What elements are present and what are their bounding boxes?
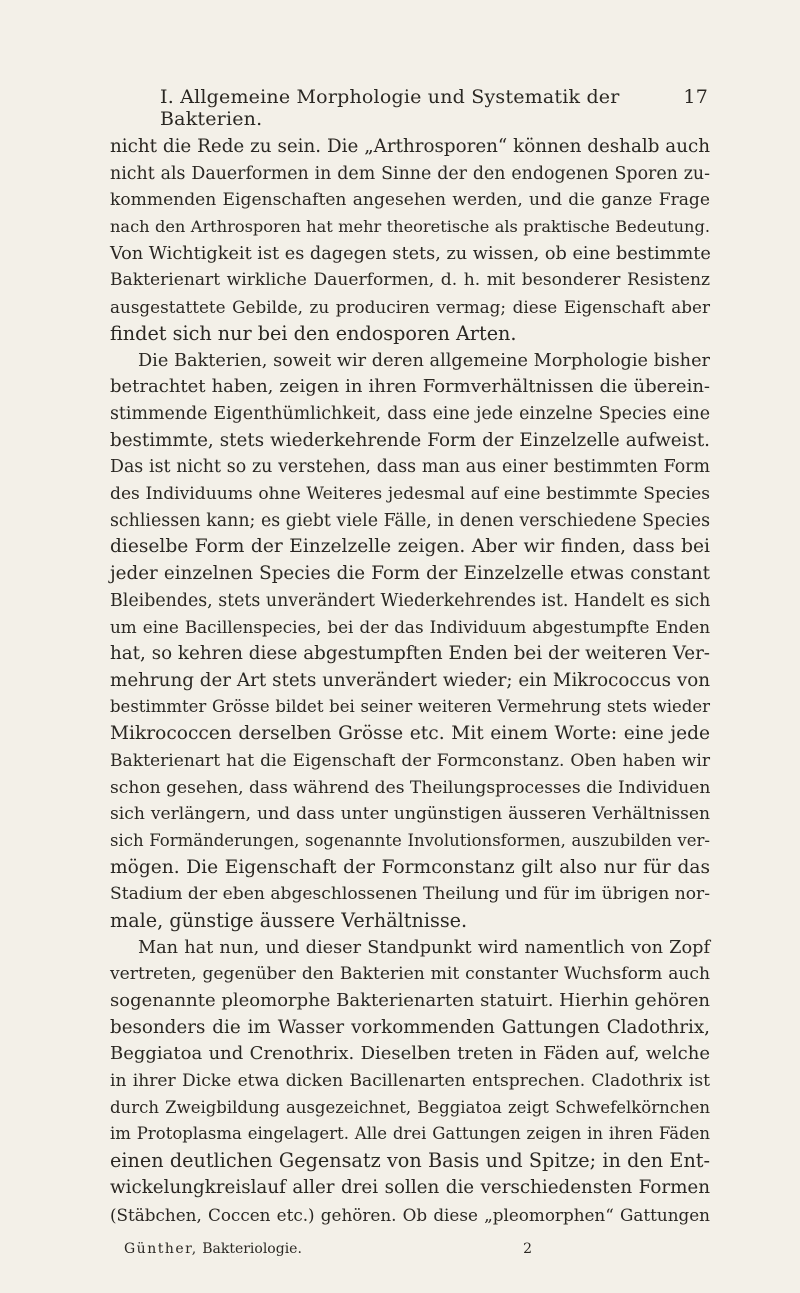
text-line: schliessen kann; es giebt viele Fälle, in denen verschiedene Species (110, 510, 710, 531)
text-line: wickelungkreislauf aller drei sollen die verschiedensten Formen (110, 1176, 710, 1198)
text-line: male, günstige äussere Verhältnisse. (110, 908, 468, 932)
text-line: um eine Bacillenspecies, bei der das Individuum abgestumpfte Enden (110, 617, 710, 638)
text-line: Stadium der eben abgeschlossenen Theilung und für im übrigen nor- (110, 884, 710, 905)
text-line: in ihrer Dicke etwa dicken Bacillenarten entsprechen. Cladothrix ist (110, 1071, 710, 1092)
text-line: Das ist nicht so zu verstehen, dass man aus einer bestimmten Form (110, 457, 710, 478)
text-line: hat, so kehren diese abgestumpften Enden bei der weiteren Ver- (110, 643, 710, 665)
text-line: stimmende Eigenthümlichkeit, dass eine jede einzelne Species eine (110, 403, 710, 424)
body-text (110, 134, 710, 1228)
text-line: sich verlängern, und dass unter ungünstigen äusseren Verhältnissen (110, 804, 710, 825)
text-line: Bleibendes, stets unverändert Wiederkehrendes ist. Handelt es sich (110, 590, 711, 611)
text-line: Von Wichtigkeit ist es dagegen stets, zu wissen, ob eine bestimmte (110, 243, 711, 264)
text-line: ausgestattete Gebilde, zu produciren vermag; diese Eigenschaft aber (110, 297, 710, 318)
footer-citation (124, 1241, 302, 1257)
text-line: vertreten, gegenüber den Bakterien mit constanter Wuchsform auch (110, 964, 710, 985)
signature-mark: 2 (523, 1241, 532, 1257)
footer (124, 1241, 700, 1257)
text-line: durch Zweigbildung ausgezeichnet, Beggiatoa zeigt Schwefelkörnchen (110, 1097, 710, 1117)
page-number: 17 (683, 86, 708, 108)
text-line: Bakterienart hat die Eigenschaft der Formconstanz. Oben haben wir (110, 750, 710, 771)
footer-book: Bakteriologie. (202, 1241, 302, 1257)
text-line: findet sich nur bei den endosporen Arten. (110, 321, 517, 345)
text-line: bestimmte, stets wiederkehrende Form der Einzelzelle aufweist. (110, 429, 710, 451)
text-line: bestimmter Grösse bildet bei seiner weiteren Vermehrung stets wieder (110, 697, 710, 717)
text-line: schon gesehen, dass während des Theilungsprocesses die Individuen (110, 777, 711, 798)
text-line: Die Bakterien, soweit wir deren allgemeine Morphologie bisher (138, 350, 710, 371)
text-line: Beggiatoa und Crenothrix. Dieselben treten in Fäden auf, welche (110, 1043, 710, 1065)
text-line: nach den Arthrosporen hat mehr theoretische als praktische Bedeutung. (110, 217, 710, 237)
header-title: I. Allgemeine Morphologie und Systematik der Bakterien. (160, 86, 620, 130)
text-line: mögen. Die Eigenschaft der Formconstanz gilt also nur für das (110, 856, 710, 878)
running-head (160, 86, 708, 130)
text-line: nicht als Dauerformen in dem Sinne der den endogenen Sporen zu- (110, 163, 710, 184)
text-line: Mikrococcen derselben Grösse etc. Mit einem Worte: eine jede (110, 723, 710, 745)
text-line: sich Formänderungen, sogenannte Involutionsformen, auszubilden ver- (110, 830, 710, 850)
text-line: dieselbe Form der Einzelzelle zeigen. Aber wir finden, dass bei (110, 536, 710, 558)
text-line: einen deutlichen Gegensatz von Basis und Spitze; in den Ent- (110, 1149, 710, 1173)
text-line: sogenannte pleomorphe Bakterienarten statuirt. Hierhin gehören (110, 990, 710, 1011)
text-line: mehrung der Art stets unverändert wieder; ein Mikrococcus von (110, 669, 710, 691)
text-line: des Individuums ohne Weiteres jedesmal auf eine bestimmte Species (110, 483, 710, 504)
text-line: im Protoplasma eingelagert. Alle drei Gattungen zeigen in ihren Fäden (110, 1124, 710, 1144)
text-line: nicht die Rede zu sein. Die „Arthrosporen“ können deshalb auch (110, 136, 710, 157)
text-line: (Stäbchen, Coccen etc.) gehören. Ob diese „pleomorphen“ Gattungen (110, 1204, 710, 1225)
text-line: kommenden Eigenschaften angesehen werden, und die ganze Frage (110, 190, 710, 211)
text-line: Bakterienart wirkliche Dauerformen, d. h. mit besonderer Resistenz (110, 270, 710, 291)
text-line: jeder einzelnen Species die Form der Einzelzelle etwas constant (110, 563, 710, 584)
text-line: Man hat nun, und dieser Standpunkt wird namentlich von Zopf (138, 937, 710, 958)
footer-author: Günther, (124, 1241, 198, 1257)
text-line: besonders die im Wasser vorkommenden Gattungen Cladothrix, (110, 1016, 710, 1038)
text-line: betrachtet haben, zeigen in ihren Formverhältnissen die überein- (110, 376, 710, 398)
